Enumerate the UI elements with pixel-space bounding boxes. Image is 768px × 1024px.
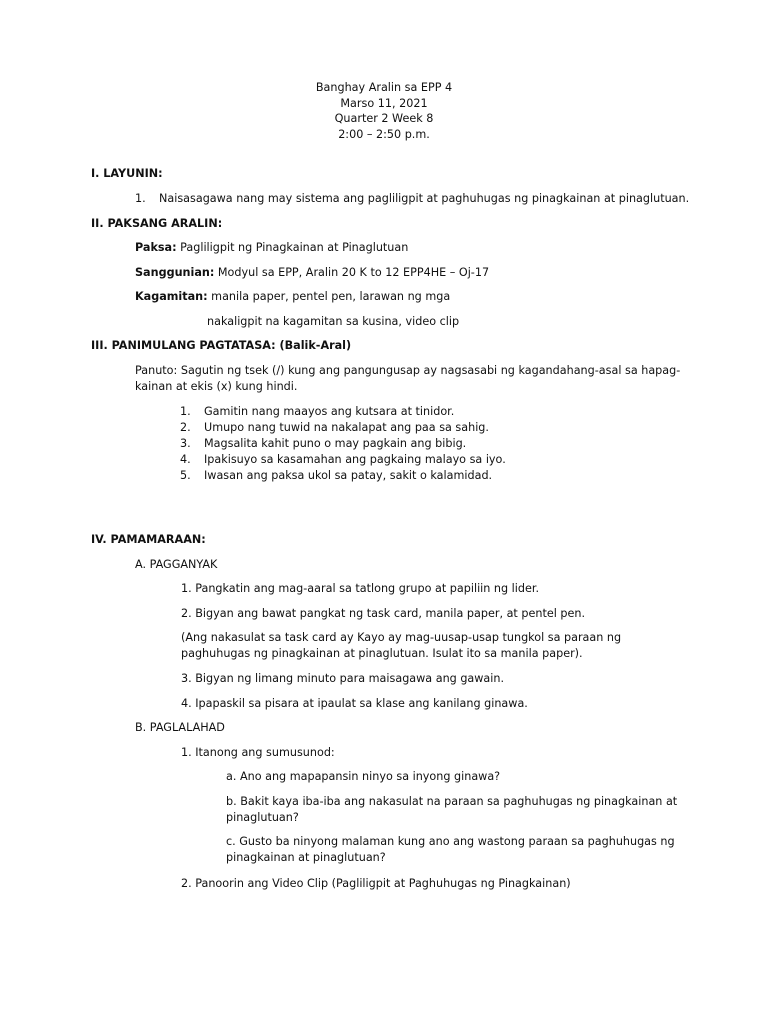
list-item-text: Ipakisuyo sa kasamahan ang pagkaing malayo sa iyo. [204, 453, 506, 466]
pagganyak-note-line-1: (Ang nakasulat sa task card ay Kayo ay mag-uusap-usap tungkol sa paraan ng [181, 631, 622, 644]
layunin-item-text: Naisasagawa nang may sistema ang pagliligpit at paghuhugas ng pinagkainan at pinaglutuan. [159, 192, 690, 205]
balik-aral-list [180, 404, 506, 484]
paglalahad-step-2: 2. Panoorin ang Video Clip (Pagliligpit at Paghuhugas ng Pinagkainan) [181, 877, 571, 890]
pagganyak-step-1: 1. Pangkatin ang mag-aaral sa tatlong grupo at papiliin ng lider. [181, 582, 540, 595]
list-item-text: Magsalita kahit puno o may pagkain ang bibig. [204, 437, 467, 450]
section-heading-panimulang-pagtatasa: III. PANIMULANG PAGTATASA: (Balik-Aral) [91, 339, 352, 352]
list-item [180, 452, 506, 468]
kagamitan-line [135, 289, 450, 305]
panuto-line-1: Panuto: Sagutin ng tsek (/) kung ang pangungusap ay nagsasabi ng kagandahang-asal sa hapag- [135, 364, 681, 377]
section-heading-pamamaraan: IV. PAMAMARAAN: [91, 533, 206, 546]
list-item-number: 1. [180, 405, 191, 418]
pagganyak-step-3: 3. Bigyan ng limang minuto para maisagawa ang gawain. [181, 672, 505, 685]
sanggunian-label: Sanggunian: [135, 266, 215, 279]
kagamitan-value: manila paper, pentel pen, larawan ng mga [211, 290, 451, 303]
pagganyak-step-4: 4. Ipapaskil sa pisara at ipaulat sa klase ang kanilang ginawa. [181, 697, 528, 710]
paglalahad-question-b-line-2: pinaglutuan? [226, 811, 299, 824]
kagamitan-label: Kagamitan: [135, 290, 208, 303]
layunin-item [135, 191, 689, 207]
document-time: 2:00 – 2:50 p.m. [338, 127, 430, 141]
paglalahad-question-b-line-1: b. Bakit kaya iba-iba ang nakasulat na paraan sa paghuhugas ng pinagkainan at [226, 795, 678, 808]
list-item-text: Umupo nang tuwid na nakalapat ang paa sa sahig. [204, 421, 489, 434]
subheading-pagganyak: A. PAGGANYAK [135, 558, 218, 571]
panuto-line-2: kainan at ekis (x) kung hindi. [135, 380, 298, 393]
pagganyak-step-2: 2. Bigyan ang bawat pangkat ng task card, manila paper, at pentel pen. [181, 607, 586, 620]
document-quarter: Quarter 2 Week 8 [334, 112, 434, 125]
sanggunian-value: Modyul sa EPP, Aralin 20 K to 12 EPP4HE – Oj-17 [217, 266, 490, 279]
sanggunian-line [135, 265, 489, 281]
section-heading-paksang-aralin: II. PAKSANG ARALIN: [91, 217, 223, 230]
list-item-number: 3. [180, 437, 191, 450]
layunin-item-number: 1. [135, 192, 146, 205]
document-header [0, 80, 768, 142]
paglalahad-question-c-line-2: pinagkainan at pinaglutuan? [226, 851, 386, 864]
paksa-value: Pagliligpit ng Pinagkainan at Pinaglutuan [180, 241, 409, 254]
paglalahad-question-a: a. Ano ang mapapansin ninyo sa inyong ginawa? [226, 770, 501, 783]
list-item [180, 420, 506, 436]
pagganyak-note-line-2: paghuhugas ng pinagkainan at pinaglutuan. Isulat ito sa manila paper). [181, 647, 583, 660]
document-date: Marso 11, 2021 [340, 96, 428, 110]
kagamitan-continuation: nakaligpit na kagamitan sa kusina, video clip [207, 315, 460, 328]
subheading-paglalahad: B. PAGLALAHAD [135, 721, 225, 734]
list-item-number: 4. [180, 453, 191, 466]
list-item-number: 5. [180, 469, 191, 482]
paglalahad-question-c-line-1: c. Gusto ba ninyong malaman kung ano ang wastong paraan sa paghuhugas ng [226, 835, 675, 848]
list-item [180, 404, 506, 420]
paglalahad-step-1: 1. Itanong ang sumusunod: [181, 746, 335, 759]
paksa-label: Paksa: [135, 241, 177, 254]
section-heading-layunin: I. LAYUNIN: [91, 167, 163, 180]
paksa-line [135, 240, 408, 256]
list-item [180, 468, 506, 484]
document-title: Banghay Aralin sa EPP 4 [315, 81, 453, 94]
list-item-number: 2. [180, 421, 191, 434]
list-item-text: Gamitin nang maayos ang kutsara at tinidor. [204, 405, 455, 418]
list-item [180, 436, 506, 452]
list-item-text: Iwasan ang paksa ukol sa patay, sakit o kalamidad. [204, 469, 493, 482]
